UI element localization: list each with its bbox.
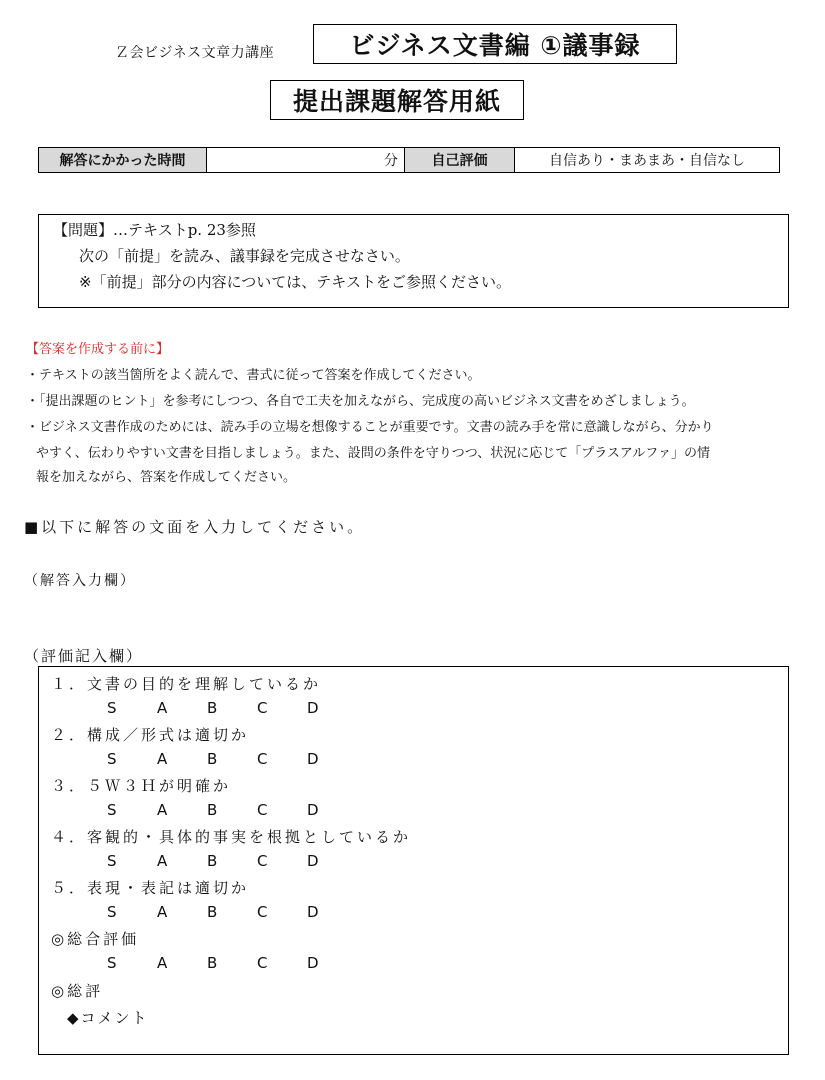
- grade-b: B: [207, 750, 218, 768]
- grade-a: A: [157, 954, 168, 972]
- criterion-4: ４．客観的・具体的事実を根拠としているか: [51, 828, 412, 846]
- answer-area-label[interactable]: （解答入力欄）: [24, 573, 136, 589]
- note-item: ・テキストの該当箇所をよく読んで、書式に従って答案を作成してください。: [26, 368, 481, 383]
- grade-s: S: [107, 801, 117, 819]
- grade-c: C: [257, 750, 268, 768]
- grade-a: A: [157, 903, 168, 921]
- grade-row-5: [107, 903, 357, 921]
- grade-c: C: [257, 852, 268, 870]
- grade-d: D: [307, 954, 319, 972]
- grade-row-1: [107, 699, 357, 717]
- grade-a: A: [157, 801, 168, 819]
- grade-row-overall: [107, 954, 357, 972]
- grade-row-3: [107, 801, 357, 819]
- grade-b: B: [207, 903, 218, 921]
- time-self-eval-table: [38, 147, 780, 173]
- grade-b: B: [207, 699, 218, 717]
- problem-instruction: 次の「前提」を読み、議事録を完成させなさい。: [79, 247, 410, 265]
- grade-s: S: [107, 852, 117, 870]
- overall-evaluation: ◎総合評価: [51, 930, 140, 948]
- grade-b: B: [207, 801, 218, 819]
- grade-s: S: [107, 903, 117, 921]
- grade-a: A: [157, 699, 168, 717]
- grade-b: B: [207, 954, 218, 972]
- document-title: ビジネス文書編 ①議事録: [313, 24, 677, 64]
- grade-d: D: [307, 903, 319, 921]
- grade-a: A: [157, 750, 168, 768]
- grade-c: C: [257, 903, 268, 921]
- document-subtitle: 提出課題解答用紙: [270, 80, 524, 120]
- general-review: ◎総評: [51, 982, 104, 1000]
- grade-c: C: [257, 954, 268, 972]
- note-item-continued: 報を加えながら、答案を作成してください。: [36, 470, 297, 485]
- comment-label: ◆コメント: [67, 1009, 149, 1027]
- time-input-field[interactable]: [207, 148, 405, 172]
- grade-d: D: [307, 750, 319, 768]
- grade-d: D: [307, 852, 319, 870]
- problem-box: [38, 214, 789, 308]
- note-item: ・「提出課題のヒント」を参考にしつつ、各自で工夫を加えながら、完成度の高いビジネス文書をめざしましょう。: [26, 394, 695, 409]
- grade-b: B: [207, 852, 218, 870]
- self-eval-label: 自己評価: [405, 148, 515, 172]
- evaluation-area-label: （評価記入欄）: [24, 647, 144, 665]
- criterion-5: ５．表現・表記は適切か: [51, 879, 250, 897]
- course-series-label: Ｚ会ビジネス文章力講座: [115, 45, 275, 61]
- time-label: 解答にかかった時間: [39, 148, 207, 172]
- answer-instruction: ■以下に解答の文面を入力してください。: [24, 518, 366, 536]
- grade-s: S: [107, 699, 117, 717]
- note-item-continued: やすく、伝わりやすい文書を目指しましょう。また、設問の条件を守りつつ、状況に応じて「プラスアルファ」の情: [36, 446, 711, 461]
- criterion-3: ３．５Ｗ３Ｈが明確か: [51, 777, 232, 795]
- grade-a: A: [157, 852, 168, 870]
- grade-c: C: [257, 699, 268, 717]
- grade-c: C: [257, 801, 268, 819]
- grade-d: D: [307, 801, 319, 819]
- grade-s: S: [107, 954, 117, 972]
- note-item: ・ビジネス文書作成のためには、読み手の立場を想像することが重要です。文書の読み手を常に意識しながら、分かり: [26, 420, 714, 435]
- criterion-1: １．文書の目的を理解しているか: [51, 675, 322, 693]
- problem-heading: 【問題】…テキストp. 23参照: [53, 221, 256, 239]
- problem-note: ※「前提」部分の内容については、テキストをご参照ください。: [79, 273, 511, 291]
- grade-d: D: [307, 699, 319, 717]
- notes-heading: 【答案を作成する前に】: [26, 342, 170, 357]
- grade-row-2: [107, 750, 357, 768]
- time-unit: 分: [384, 153, 398, 169]
- grade-row-4: [107, 852, 357, 870]
- evaluation-box: [38, 666, 789, 1055]
- criterion-2: ２．構成／形式は適切か: [51, 726, 250, 744]
- self-eval-options[interactable]: 自信あり・まあまあ・自信なし: [549, 153, 745, 169]
- grade-s: S: [107, 750, 117, 768]
